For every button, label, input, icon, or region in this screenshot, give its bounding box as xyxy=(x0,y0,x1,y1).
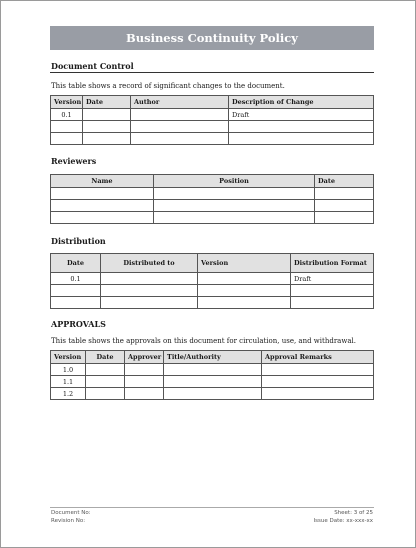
table-cell xyxy=(83,133,131,145)
table-row xyxy=(51,364,374,376)
table-row xyxy=(51,121,374,133)
table-row xyxy=(51,388,374,400)
table-cell xyxy=(198,285,291,297)
table-cell xyxy=(198,273,291,285)
table-row xyxy=(51,297,374,309)
table-cell: 1.0 xyxy=(51,364,86,376)
table-cell xyxy=(83,121,131,133)
table-cell xyxy=(164,376,262,388)
table-header-row xyxy=(51,175,374,188)
reviewers-table xyxy=(50,174,374,224)
table-cell xyxy=(154,200,315,212)
document-title-banner: Business Continuity Policy xyxy=(50,26,374,50)
table-cell xyxy=(164,364,262,376)
table-cell xyxy=(315,212,374,224)
column-header: Version xyxy=(51,96,83,109)
table-row xyxy=(51,273,374,285)
table-cell xyxy=(51,200,154,212)
column-header: Date xyxy=(315,175,374,188)
table-cell xyxy=(86,364,125,376)
table-cell xyxy=(51,212,154,224)
column-header: Date xyxy=(83,96,131,109)
table-row xyxy=(51,200,374,212)
footer-rule xyxy=(50,507,374,508)
table-row xyxy=(51,285,374,297)
table-row xyxy=(51,212,374,224)
approvals-intro: This table shows the approvals on this document for circulation, use, and withdrawal. xyxy=(51,337,356,345)
table-header-row xyxy=(51,351,374,364)
table-cell xyxy=(101,285,198,297)
table-cell: 1.2 xyxy=(51,388,86,400)
heading-rule xyxy=(50,72,374,73)
table-cell xyxy=(154,212,315,224)
table-cell xyxy=(51,133,83,145)
table-cell: 1.1 xyxy=(51,376,86,388)
table-cell xyxy=(262,364,374,376)
column-header: Date xyxy=(51,254,101,273)
table-row xyxy=(51,133,374,145)
table-cell xyxy=(131,133,229,145)
document-control-table xyxy=(50,95,374,145)
table-cell xyxy=(125,388,164,400)
table-cell xyxy=(51,285,101,297)
document-control-intro: This table shows a record of significant changes to the document. xyxy=(51,82,285,90)
document-number: Document No: xyxy=(51,510,91,516)
table-cell: Draft xyxy=(229,109,374,121)
table-cell: Draft xyxy=(291,273,374,285)
column-header: Approval Remarks xyxy=(262,351,374,364)
table-cell xyxy=(131,109,229,121)
column-header: Approver xyxy=(125,351,164,364)
column-header: Version xyxy=(198,254,291,273)
table-cell xyxy=(229,133,374,145)
column-header: Position xyxy=(154,175,315,188)
table-header-row xyxy=(51,96,374,109)
column-header: Distributed to xyxy=(101,254,198,273)
issue-date: Issue Date: xx-xxx-xx xyxy=(313,518,373,524)
table-row xyxy=(51,188,374,200)
table-cell xyxy=(51,188,154,200)
table-cell xyxy=(229,121,374,133)
table-cell xyxy=(101,273,198,285)
table-cell xyxy=(125,376,164,388)
table-cell xyxy=(291,285,374,297)
column-header: Title/Authority xyxy=(164,351,262,364)
distribution-heading: Distribution xyxy=(51,236,106,246)
table-cell xyxy=(86,376,125,388)
reviewers-heading: Reviewers xyxy=(51,156,97,166)
table-cell xyxy=(51,121,83,133)
table-cell xyxy=(262,376,374,388)
table-cell xyxy=(164,388,262,400)
revision-number: Revision No: xyxy=(51,518,86,524)
distribution-table xyxy=(50,253,374,309)
column-header: Author xyxy=(131,96,229,109)
column-header: Distribution Format xyxy=(291,254,374,273)
approvals-heading: APPROVALS xyxy=(51,319,106,329)
table-cell: 0.1 xyxy=(51,109,83,121)
table-header-row xyxy=(51,254,374,273)
table-cell xyxy=(154,188,315,200)
table-cell xyxy=(315,188,374,200)
table-cell xyxy=(83,109,131,121)
table-cell: 0.1 xyxy=(51,273,101,285)
table-cell xyxy=(262,388,374,400)
table-cell xyxy=(86,388,125,400)
table-row xyxy=(51,109,374,121)
sheet-number: Sheet: 3 of 25 xyxy=(334,510,373,516)
table-row xyxy=(51,376,374,388)
table-cell xyxy=(101,297,198,309)
table-cell xyxy=(291,297,374,309)
table-cell xyxy=(131,121,229,133)
column-header: Date xyxy=(86,351,125,364)
column-header: Name xyxy=(51,175,154,188)
column-header: Version xyxy=(51,351,86,364)
table-cell xyxy=(125,364,164,376)
table-cell xyxy=(315,200,374,212)
document-control-heading: Document Control xyxy=(51,61,134,71)
table-cell xyxy=(198,297,291,309)
table-cell xyxy=(51,297,101,309)
approvals-table xyxy=(50,350,374,400)
column-header: Description of Change xyxy=(229,96,374,109)
